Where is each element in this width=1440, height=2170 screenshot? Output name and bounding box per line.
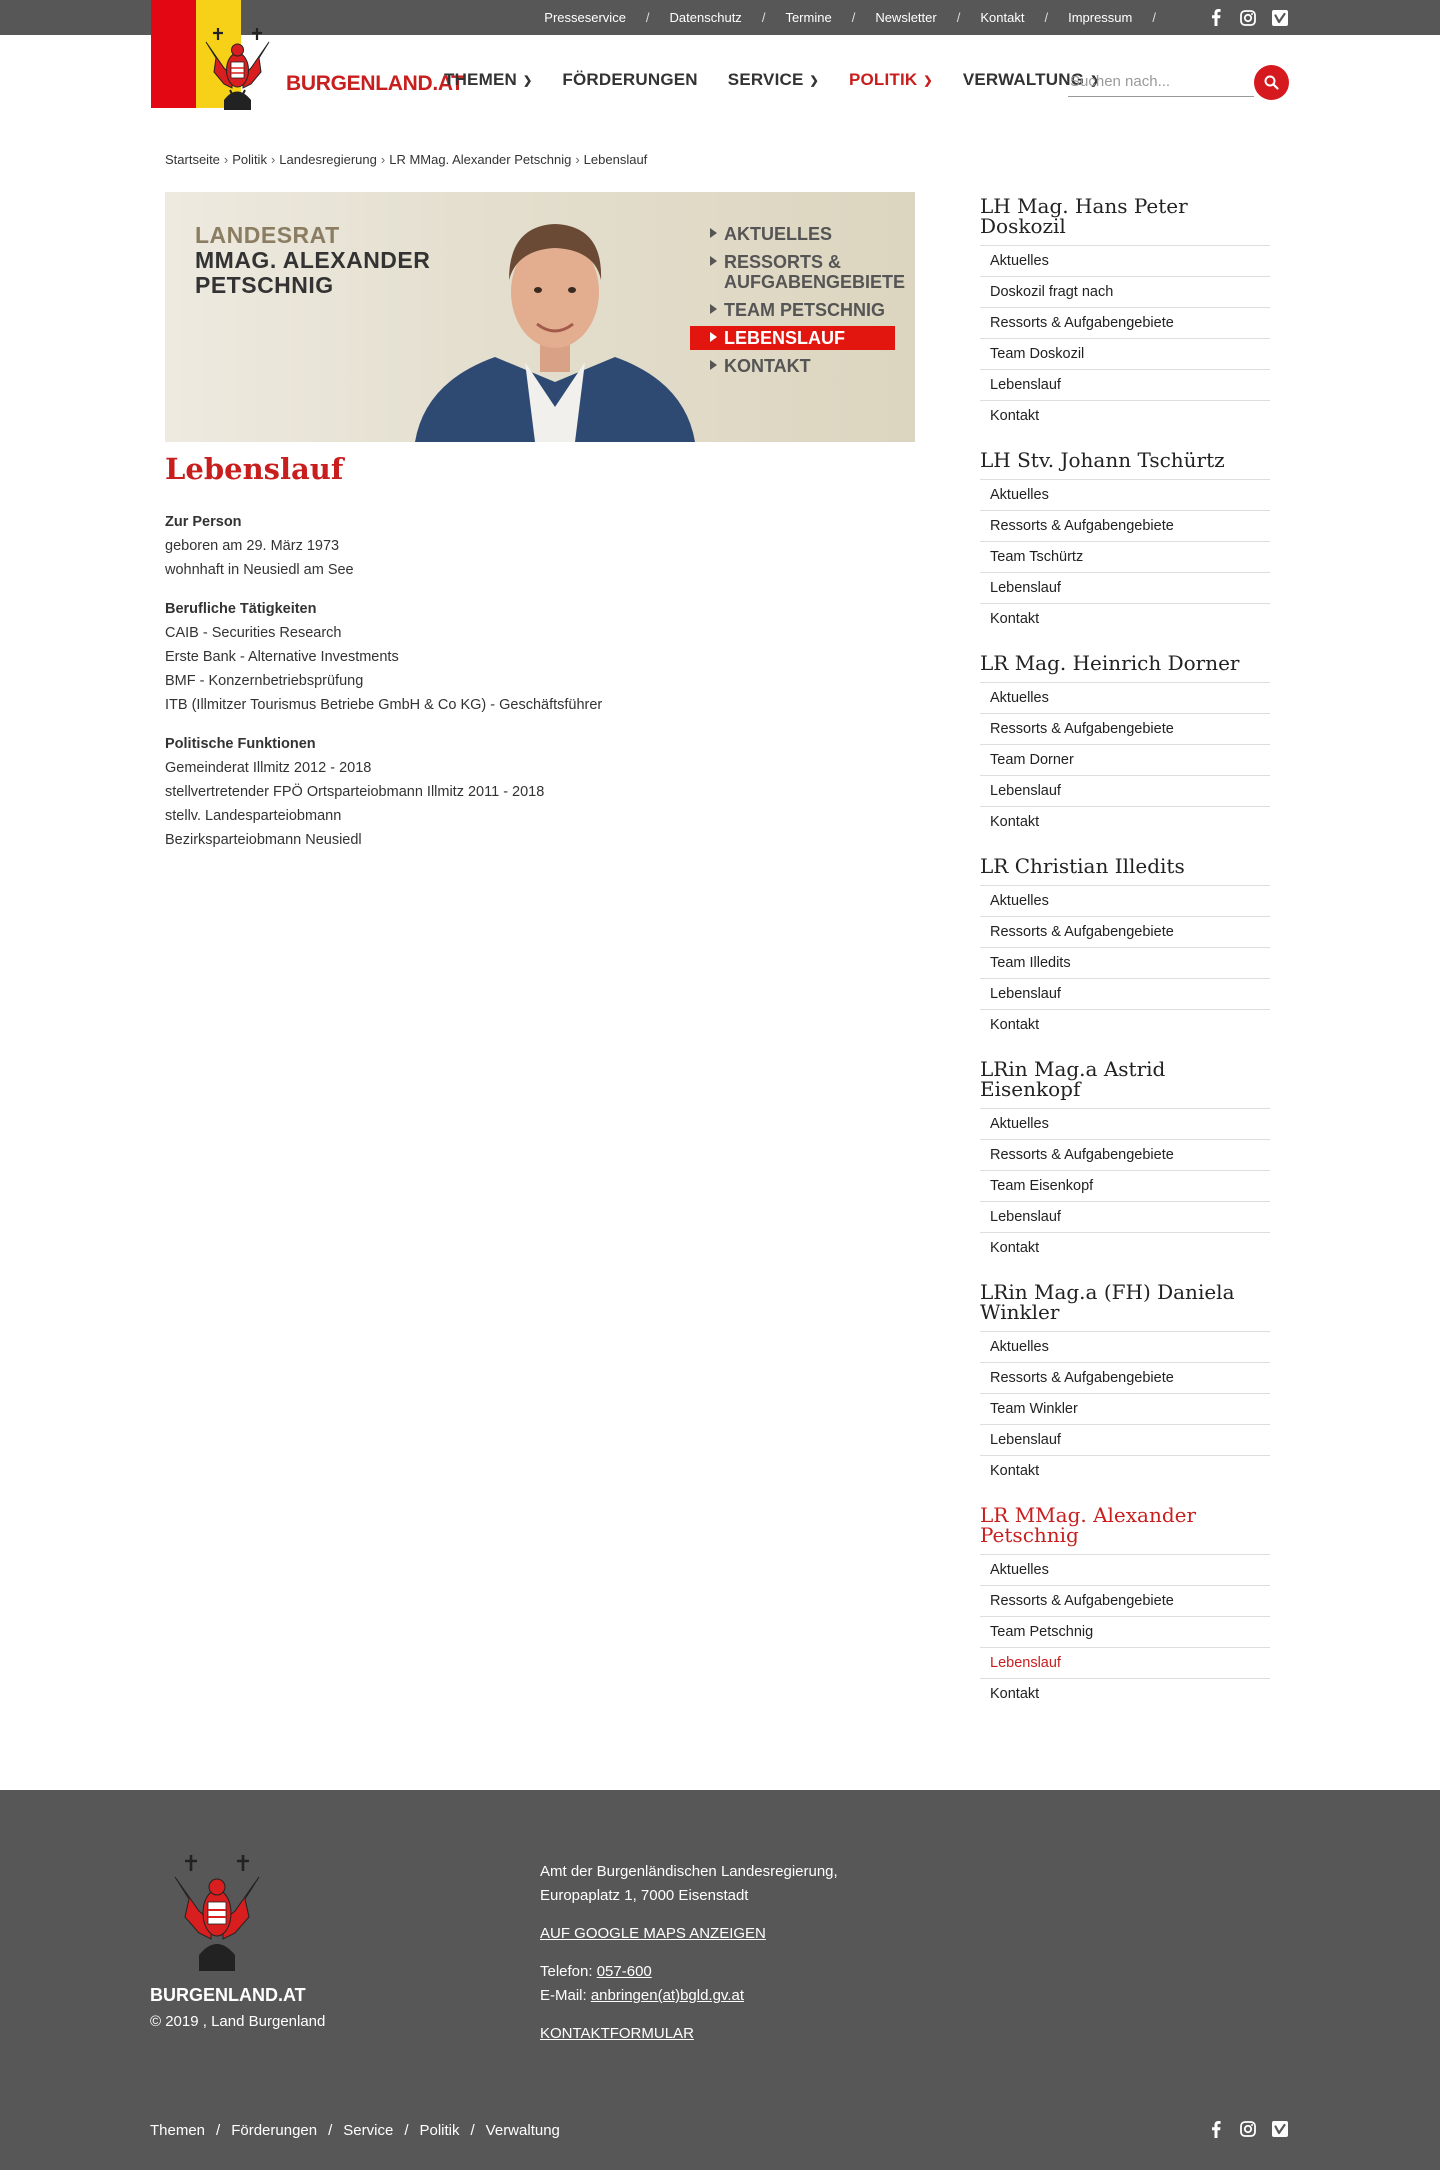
footer-nav-foerderungen[interactable]: Förderungen xyxy=(231,2122,318,2139)
hero-name xyxy=(195,248,430,298)
sidebar-item[interactable]: Aktuelles xyxy=(980,885,1270,916)
caret-right-icon xyxy=(710,304,717,314)
chevron-down-icon: ❯ xyxy=(923,74,933,87)
cv-section-career xyxy=(165,597,865,717)
separator: / xyxy=(404,2122,409,2139)
sidebar-item[interactable]: Kontakt xyxy=(980,400,1270,431)
contact-form-link[interactable]: KONTAKTFORMULAR xyxy=(540,2025,694,2042)
sidebar-group-winkler xyxy=(980,1282,1270,1486)
breadcrumb-item[interactable]: Startseite xyxy=(165,152,220,167)
footer-copyright: © 2019 , Land Burgenland xyxy=(150,2013,326,2030)
section-line: Erste Bank - Alternative Investments xyxy=(165,649,399,665)
separator: / xyxy=(851,10,856,25)
footer-social xyxy=(1207,2120,1289,2138)
breadcrumb-item[interactable]: Landesregierung xyxy=(279,152,377,167)
section-heading: Zur Person xyxy=(165,514,242,530)
section-line: stellvertretender FPÖ Ortsparteiobmann Illmitz 2011 - 2018 xyxy=(165,784,545,800)
separator: / xyxy=(956,10,961,25)
cv-section-person xyxy=(165,510,865,582)
sidebar xyxy=(980,196,1270,1728)
footer-nav-politik[interactable]: Politik xyxy=(419,2122,460,2139)
breadcrumb-item[interactable]: LR MMag. Alexander Petschnig xyxy=(389,152,572,167)
search-button[interactable] xyxy=(1254,65,1289,100)
cv-content xyxy=(165,510,865,867)
sidebar-item[interactable]: Ressorts & Aufgabengebiete xyxy=(980,307,1270,338)
sidebar-group-title[interactable]: LRin Mag.a (FH) Daniela Winkler xyxy=(980,1280,1235,1324)
nav-item-service[interactable] xyxy=(728,70,819,90)
sidebar-item[interactable]: Ressorts & Aufgabengebiete xyxy=(980,1139,1270,1170)
hero-name-line: MMAG. ALEXANDER xyxy=(195,247,431,273)
sidebar-group-tschuertz xyxy=(980,450,1270,634)
nav-label: SERVICE xyxy=(727,70,804,89)
phone-link[interactable]: 057-600 xyxy=(596,1963,652,1980)
address-line: Amt der Burgenländischen Landesregierung, xyxy=(540,1863,838,1880)
phone-label: Telefon: xyxy=(540,1963,593,1980)
sidebar-item[interactable]: Ressorts & Aufgabengebiete xyxy=(980,713,1270,744)
footer-nav-themen[interactable]: Themen xyxy=(150,2122,206,2139)
hero-menu-label: LEBENSLAUF xyxy=(724,328,845,348)
top-link-newsletter[interactable]: Newsletter xyxy=(875,10,937,25)
breadcrumb-separator: › xyxy=(380,152,386,167)
sidebar-item[interactable]: Lebenslauf xyxy=(980,978,1270,1009)
sidebar-item[interactable]: Kontakt xyxy=(980,1678,1270,1709)
chevron-down-icon: ❯ xyxy=(1090,74,1100,87)
sidebar-item[interactable]: Ressorts & Aufgabengebiete xyxy=(980,1362,1270,1393)
footer-nav xyxy=(150,2122,560,2139)
address-line: Europaplatz 1, 7000 Eisenstadt xyxy=(540,1887,749,1904)
section-heading: Politische Funktionen xyxy=(165,736,316,752)
sidebar-item[interactable]: Aktuelles xyxy=(980,1108,1270,1139)
email-label: E-Mail: xyxy=(540,1987,587,2004)
sidebar-item[interactable]: Lebenslauf xyxy=(980,369,1270,400)
caret-right-icon xyxy=(710,360,717,370)
email-link[interactable]: anbringen(at)bgld.gv.at xyxy=(590,1987,745,2004)
sidebar-item[interactable]: Team Eisenkopf xyxy=(980,1170,1270,1201)
sidebar-item[interactable]: Ressorts & Aufgabengebiete xyxy=(980,1585,1270,1616)
sidebar-item[interactable]: Lebenslauf xyxy=(980,572,1270,603)
sidebar-group-title[interactable]: LRin Mag.a Astrid Eisenkopf xyxy=(980,1057,1166,1101)
hero-role: LANDESRAT xyxy=(195,222,340,248)
phone-row xyxy=(540,1960,838,1984)
portrait-image xyxy=(405,192,705,442)
instagram-icon[interactable] xyxy=(1239,2120,1257,2138)
hero-menu-aktuelles[interactable] xyxy=(690,222,895,246)
facebook-icon[interactable] xyxy=(1207,9,1225,27)
sidebar-group-title[interactable]: LR Mag. Heinrich Dorner xyxy=(980,651,1240,675)
sidebar-item[interactable]: Aktuelles xyxy=(980,682,1270,713)
sidebar-item[interactable]: Team Tschürtz xyxy=(980,541,1270,572)
hero-menu-label: RESSORTS & AUFGABENGEBIETE xyxy=(724,252,906,292)
sidebar-item[interactable]: Kontakt xyxy=(980,603,1270,634)
chevron-down-icon: ❯ xyxy=(809,74,819,87)
sidebar-group-title[interactable]: LR Christian Illedits xyxy=(980,854,1185,878)
sidebar-group-illedits xyxy=(980,856,1270,1040)
hero-menu-kontakt[interactable] xyxy=(690,354,895,378)
separator: / xyxy=(645,10,650,25)
separator: / xyxy=(1152,10,1156,25)
footer xyxy=(0,1790,1440,2170)
section-line: Gemeinderat Illmitz 2012 - 2018 xyxy=(165,760,372,776)
separator: / xyxy=(216,2122,221,2139)
sidebar-item[interactable]: Aktuelles xyxy=(980,1331,1270,1362)
section-line: Bezirksparteiobmann Neusiedl xyxy=(165,832,362,848)
nav-label: FÖRDERUNGEN xyxy=(562,70,698,89)
search-icon xyxy=(1264,75,1279,90)
sidebar-item[interactable]: Kontakt xyxy=(980,1232,1270,1263)
email-row xyxy=(540,1984,838,2008)
breadcrumb-current: Lebenslauf xyxy=(583,152,648,167)
top-link-datenschutz[interactable]: Datenschutz xyxy=(669,10,742,25)
instagram-icon[interactable] xyxy=(1239,9,1257,27)
breadcrumb xyxy=(165,152,647,167)
coat-of-arms-icon xyxy=(167,1855,267,1973)
hero-menu-label: TEAM PETSCHNIG xyxy=(724,300,886,320)
section-line: geboren am 29. März 1973 xyxy=(165,538,340,554)
chevron-down-icon: ❯ xyxy=(522,74,533,87)
nav-label: POLITIK xyxy=(848,70,918,89)
hero-menu-label: AKTUELLES xyxy=(724,224,832,244)
sidebar-group-petschnig xyxy=(980,1505,1270,1709)
hero-banner xyxy=(165,192,915,442)
section-line: BMF - Konzernbetriebsprüfung xyxy=(165,673,364,689)
top-link-termine[interactable]: Termine xyxy=(785,10,832,25)
section-line: CAIB - Securities Research xyxy=(165,625,342,641)
top-link-presseservice[interactable]: Presseservice xyxy=(544,10,626,25)
hero-menu-label: KONTAKT xyxy=(724,356,811,376)
sidebar-item[interactable]: Team Petschnig xyxy=(980,1616,1270,1647)
section-line: wohnhaft in Neusiedl am See xyxy=(165,562,354,578)
search-input[interactable] xyxy=(1068,67,1254,97)
sidebar-group-title-active[interactable]: LR MMag. Alexander Petschnig xyxy=(980,1503,1197,1547)
separator: / xyxy=(761,10,766,25)
top-social xyxy=(1207,0,1289,35)
hero-menu xyxy=(690,222,906,382)
top-link-impressum[interactable]: Impressum xyxy=(1068,10,1133,25)
maps-link[interactable]: AUF GOOGLE MAPS ANZEIGEN xyxy=(540,1925,766,1942)
sidebar-item-active[interactable]: Lebenslauf xyxy=(980,1647,1270,1678)
sidebar-item[interactable]: Lebenslauf xyxy=(980,775,1270,806)
top-links xyxy=(544,0,1176,35)
section-line: stellv. Landesparteiobmann xyxy=(165,808,342,824)
sidebar-item[interactable]: Doskozil fragt nach xyxy=(980,276,1270,307)
facebook-icon[interactable] xyxy=(1207,2120,1225,2138)
page-title: Lebenslauf xyxy=(165,452,344,486)
footer-nav-verwaltung[interactable]: Verwaltung xyxy=(485,2122,560,2139)
nav-label: VERWALTUNG xyxy=(962,70,1085,89)
caret-right-icon xyxy=(710,256,717,266)
top-link-kontakt[interactable]: Kontakt xyxy=(980,10,1025,25)
sidebar-item[interactable]: Team Dorner xyxy=(980,744,1270,775)
caret-right-icon xyxy=(710,228,717,238)
sidebar-group-title[interactable]: LH Stv. Johann Tschürtz xyxy=(980,448,1225,472)
main-nav xyxy=(444,70,1130,90)
footer-address xyxy=(540,1860,838,2046)
hero-menu-team[interactable] xyxy=(690,298,895,322)
nav-label: THEMEN xyxy=(444,70,517,89)
sidebar-item[interactable]: Kontakt xyxy=(980,1009,1270,1040)
sidebar-item[interactable]: Aktuelles xyxy=(980,245,1270,276)
sidebar-item[interactable]: Lebenslauf xyxy=(980,1201,1270,1232)
caret-right-icon xyxy=(710,332,717,342)
nav-item-politik[interactable] xyxy=(849,70,933,90)
sidebar-item[interactable]: Ressorts & Aufgabengebiete xyxy=(980,510,1270,541)
sidebar-group-dorner xyxy=(980,653,1270,837)
breadcrumb-separator: › xyxy=(223,152,229,167)
vimeo-icon[interactable] xyxy=(1271,2120,1289,2138)
hero-menu-lebenslauf[interactable] xyxy=(690,326,895,350)
breadcrumb-separator: › xyxy=(270,152,276,167)
section-line: ITB (Illmitzer Tourismus Betriebe GmbH & Co KG) - Geschäftsführer xyxy=(165,697,603,713)
nav-item-themen[interactable] xyxy=(444,70,532,90)
sidebar-group-eisenkopf xyxy=(980,1059,1270,1263)
sidebar-item[interactable]: Kontakt xyxy=(980,806,1270,837)
separator: / xyxy=(328,2122,333,2139)
breadcrumb-separator: › xyxy=(575,152,580,167)
sidebar-item[interactable]: Team Doskozil xyxy=(980,338,1270,369)
brand-name[interactable]: BURGENLAND.AT xyxy=(286,72,464,95)
sidebar-item[interactable]: Team Winkler xyxy=(980,1393,1270,1424)
footer-brand: BURGENLAND.AT xyxy=(150,1985,306,2005)
footer-nav-service[interactable]: Service xyxy=(343,2122,394,2139)
coat-of-arms-icon xyxy=(200,28,275,113)
sidebar-item[interactable]: Team Illedits xyxy=(980,947,1270,978)
vimeo-icon[interactable] xyxy=(1271,9,1289,27)
sidebar-item[interactable]: Aktuelles xyxy=(980,1554,1270,1585)
sidebar-item[interactable]: Lebenslauf xyxy=(980,1424,1270,1455)
section-heading: Berufliche Tätigkeiten xyxy=(165,601,317,617)
separator: / xyxy=(1044,10,1049,25)
hero-menu-ressorts[interactable] xyxy=(690,250,906,294)
hero-name-line: PETSCHNIG xyxy=(195,272,334,298)
breadcrumb-item[interactable]: Politik xyxy=(232,152,267,167)
sidebar-item[interactable]: Ressorts & Aufgabengebiete xyxy=(980,916,1270,947)
sidebar-item[interactable]: Aktuelles xyxy=(980,479,1270,510)
sidebar-group-title[interactable]: LH Mag. Hans Peter Doskozil xyxy=(980,194,1188,238)
nav-item-foerderungen[interactable] xyxy=(562,70,697,90)
sidebar-group-doskozil xyxy=(980,196,1270,431)
sidebar-item[interactable]: Kontakt xyxy=(980,1455,1270,1486)
separator: / xyxy=(470,2122,475,2139)
cv-section-politics xyxy=(165,732,865,852)
